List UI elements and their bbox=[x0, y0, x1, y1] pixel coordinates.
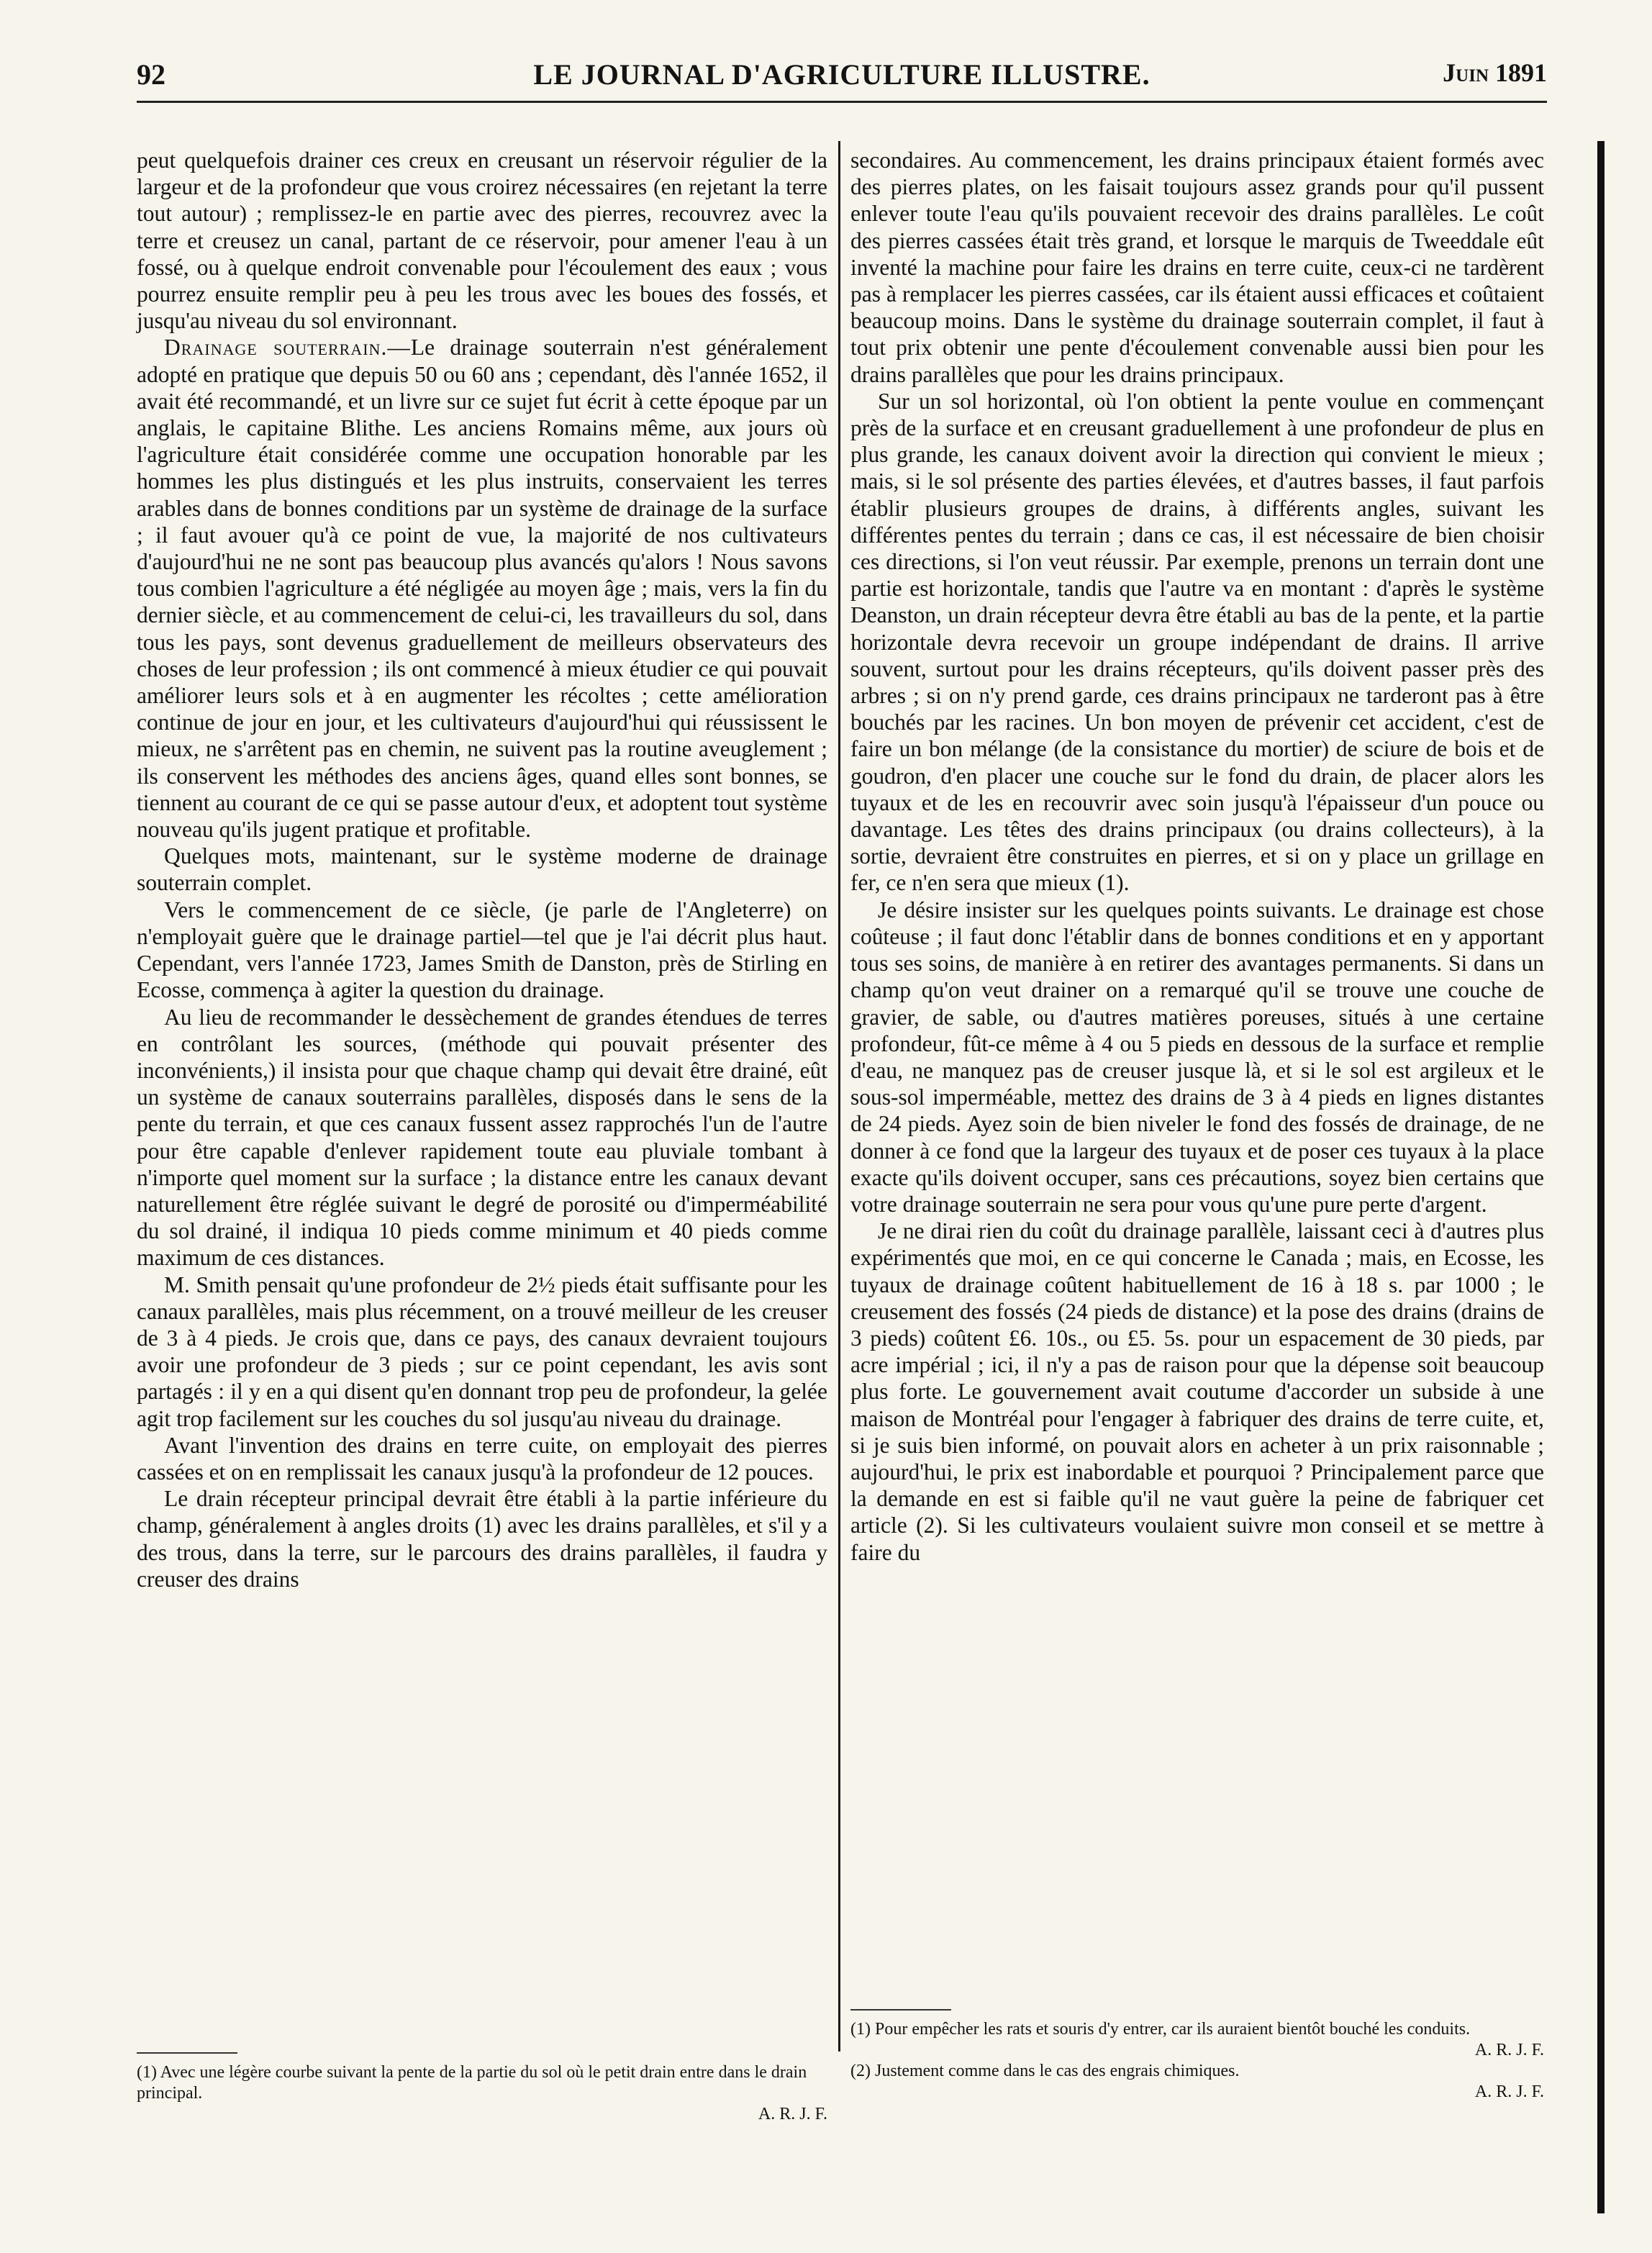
left-column bbox=[137, 147, 827, 1592]
footnote-rule bbox=[850, 2009, 951, 2011]
footnote-rule bbox=[137, 2052, 237, 2054]
footnote-text: (2) Justement comme dans le cas des engrais chimiques. bbox=[850, 2062, 1240, 2080]
page-number: 92 bbox=[137, 58, 165, 91]
page-header bbox=[137, 58, 1547, 103]
paragraph: Sur un sol horizontal, où l'on obtient la pente voulue en commençant près de la surface et en creusant graduellement à une profondeur de plus en plus grande, les canaux doivent avoir la direction qui convient le mieux ; mais, si le sol présente des parties élevées, et d'autres basses, il faut parfois établir plusieurs groupes de drains, à différents angles, suivant les différentes pentes du terrain ; dans ce cas, il est nécessaire de bien choisir ces directions, si l'on veut réussir. Par exemple, prenons un terrain dont une partie est horizontale, tandis que l'autre va en montant : d'après le système Deanston, un drain récepteur devra être établi au bas de la pente, et la partie horizontale devra recevoir un groupe indépendant de drains. Il arrive souvent, surtout pour les drains récepteurs, qu'ils doivent passer près des arbres ; si on n'y prend garde, ces drains principaux ne tarderont pas à être bouchés par les racines. Un bon moyen de prévenir cet accident, c'est de faire un bon mélange (de la consistance du mortier) de sciure de bois et de goudron, d'en placer une couche sur le fond du drain, de placer alors les tuyaux et de les en recouvrir avec soin jusqu'à l'épaisseur d'un pouce ou davantage. Les têtes des drains principaux (ou drains collecteurs), à la sortie, devraient être construites en pierres, et si on y place un grillage en fer, ce n'en sera que mieux (1). bbox=[850, 388, 1544, 896]
paragraph: Au lieu de recommander le dessèchement de grandes étendues de terres en contrôlant les sources, (méthode qui pouvait présenter des inconvénients,) il insista pour que chaque champ qui devait être drainé, eût un système de canaux souterrains parallèles, disposés dans le sens de la pente du terrain, et que ces canaux fussent assez rapprochés l'un de l'autre pour être capable d'enlever rapidement toute eau pluviale tombant à n'importe quel moment sur la surface ; la distance entre les canaux devant naturellement être réglée suivant le degré de porosité ou d'imperméabilité du sol drainé, il indiqua 10 pieds comme minimum et 40 pieds comme maximum de ces distances. bbox=[137, 1004, 827, 1271]
paragraph: peut quelquefois drainer ces creux en creusant un réservoir régulier de la largeur et de la profondeur que vous croirez nécessaires (en rejetant la terre tout autour) ; remplissez-le en partie avec des pierres, recouvrez avec la terre et creusez un canal, partant de ce réservoir, pour amener l'eau à un fossé, ou à quelque endroit convenable pour l'écoulement des eaux ; vous pourrez ensuite remplir peu à peu les trous avec les boues des fossés, et jusqu'au niveau du sol environnant. bbox=[137, 148, 827, 334]
footnote-signature: A. R. J. F. bbox=[1474, 2082, 1544, 2101]
paragraph: secondaires. Au commencement, les drains principaux étaient formés avec des pierres plates, on les faisait toujours assez grands pour qu'il pussent enlever toute l'eau qu'ils pouvaient recevoir des drains parallèles. Le coût des pierres cassées était très grand, et lorsque le marquis de Tweeddale eût inventé la machine pour faire les drains en terre cuite, ceux-ci ne tardèrent pas à remplacer les pierres cassées, car ils étaient aussi efficaces et coûtaient beaucoup moins. Dans le système du drainage souterrain complet, il faut à tout prix obtenir une pente d'écoulement convenable aussi bien pour les drains parallèles que pour les drains principaux. bbox=[850, 148, 1544, 387]
paragraph: Je ne dirai rien du coût du drainage parallèle, laissant ceci à d'autres plus expérimentés que moi, en ce qui concerne le Canada ; mais, en Ecosse, les tuyaux de drainage coûtent habituellement de 16 à 18 s. par 1000 ; le creusement des fossés (24 pieds de distance) et la pose des drains (drains de 3 pieds) coûtent £6. 10s., ou £5. 5s. pour un espacement de 30 pieds, par acre impérial ; ici, il n'y a pas de raison pour que la dépense soit beaucoup plus forte. Le gouvernement avait coutume d'accorder un subside à une maison de Montréal pour l'engager à fabriquer des drains de terre cuite, et, si je suis bien informé, on pouvait alors en acheter à un prix raisonnable ; aujourd'hui, le prix est inabordable et pourquoi ? Principalement parce que la demande en est si faible qu'il ne vaut guère la peine de fabriquer cet article (2). Si les cultivateurs voulaient suivre mon conseil et se mettre à faire du bbox=[850, 1218, 1544, 1565]
paragraph: Le drain récepteur principal devrait être établi à la partie inférieure du champ, généralement à angles droits (1) avec les drains parallèles, et s'il y a des trous, dans la terre, sur le parcours des drains parallèles, il faudra y creuser des drains bbox=[137, 1486, 827, 1592]
right-footnotes bbox=[850, 2019, 1544, 2103]
footnote-signature: A. R. J. F. bbox=[758, 2105, 827, 2123]
paragraph: Avant l'invention des drains en terre cuite, on employait des pierres cassées et on en remplissait les canaux jusqu'à la profondeur de 12 pouces. bbox=[137, 1432, 827, 1484]
paragraph bbox=[137, 334, 827, 843]
column-divider bbox=[838, 141, 840, 2052]
paragraph: Quelques mots, maintenant, sur le système moderne de drainage souterrain complet. bbox=[137, 843, 827, 896]
page-edge-bar bbox=[1597, 141, 1605, 2213]
paragraph: Vers le commencement de ce siècle, (je parle de l'Angleterre) on n'employait guère que le drainage partiel—tel que je l'ai décrit plus haut. Cependant, vers l'année 1723, James Smith de Danston, près de Stirling en Ecosse, commença à agiter la question du drainage. bbox=[137, 897, 827, 1003]
paragraph: M. Smith pensait qu'une profondeur de 2½ pieds était suffisante pour les canaux parallèles, mais plus récemment, on a trouvé meilleur de les creuser de 3 à 4 pieds. Je crois que, dans ce pays, des canaux devraient toujours avoir une profondeur de 3 pieds ; sur ce point cependant, les avis sont partagés : il y en a qui disent qu'en donnant trop peu de profondeur, la gelée agit trop facilement sur les couches du sol jusqu'au niveau du drainage. bbox=[137, 1271, 827, 1431]
footnote-signature: A. R. J. F. bbox=[1474, 2041, 1544, 2059]
footnote-text: (1) Pour empêcher les rats et souris d'y entrer, car ils auraient bientôt bouché les conduits. bbox=[850, 2020, 1471, 2039]
paragraph: Je désire insister sur les quelques points suivants. Le drainage est chose coûteuse ; il faut donc l'établir dans de bonnes conditions et en y apportant tous ses soins, de manière à en retirer des avantages permanents. Si dans un champ qu'on veut drainer on a remarqué qu'il se trouve une couche de gravier, de sable, ou d'autres matières poreuses, situés à une certaine profondeur, fût-ce même à 4 ou 5 pieds en dessous de la surface et remplie d'eau, ne manquez pas de creuser jusque là, et si le sol est argileux et le sous-sol imperméable, mettez des drains de 3 à 4 pieds en lignes distantes de 24 pieds. Ayez soin de bien niveler le fond des fossés de drainage, de ne donner à ce fond que la largeur des tuyaux et de poser ces tuyaux à la place exacte qu'ils doivent occuper, sans ces précautions, soyez bien certains que votre drainage souterrain ne sera pour vous qu'une pure perte d'argent. bbox=[850, 897, 1544, 1217]
footnote-text: (1) Avec une légère courbe suivant la pente de la partie du sol où le petit drain entre dans le drain principal. bbox=[137, 2063, 807, 2103]
journal-title: LE JOURNAL D'AGRICULTURE ILLUSTRE. bbox=[533, 58, 1150, 91]
issue-date: Juin 1891 bbox=[1443, 58, 1547, 87]
section-heading: Drainage souterrain.— bbox=[164, 335, 411, 361]
right-column bbox=[850, 147, 1544, 1566]
left-footnote bbox=[137, 2062, 827, 2125]
paragraph-text: Le drainage souterrain n'est généralement adopté en pratique que depuis 50 ou 60 ans ; cependant, dès l'année 1652, il avait été recommandé, et un livre sur ce sujet fut écrit à cette époque par un anglais, le capitaine Blithe. Les anciens Romains même, aux jours où l'agriculture était considérée comme une occupation honorable par les hommes les plus distingués et les plus instruits, conservaient les terres arables dans de bonnes conditions par un système de drainage de la surface ; il faut avouer qu'à ce point de vue, la majorité de nos cultivateurs d'aujourd'hui ne ne sont pas beaucoup plus avancés qu'alors ! Nous savons tous combien l'agriculture a été négligée au moyen âge ; mais, vers la fin du dernier siècle, et au commencement de celui-ci, les travailleurs du sol, dans tous les pays, sont devenus graduellement de meilleurs observateurs des choses de leur profession ; ils ont commencé à mieux étudier ce qui pouvait améliorer leurs sols et à en augmenter les récoltes ; cette amélioration continue de jour en jour, et les cultivateurs d'aujourd'hui qui réussissent le mieux, ne s'arrêtent pas en chemin, ne suivent pas la routine aveuglement ; ils conservent les méthodes des anciens âges, quand elles sont bonnes, se tiennent au courant de ce qui se passe autour d'eux, et adoptent tout système nouveau qu'ils jugent pratique et profitable. bbox=[137, 335, 827, 843]
